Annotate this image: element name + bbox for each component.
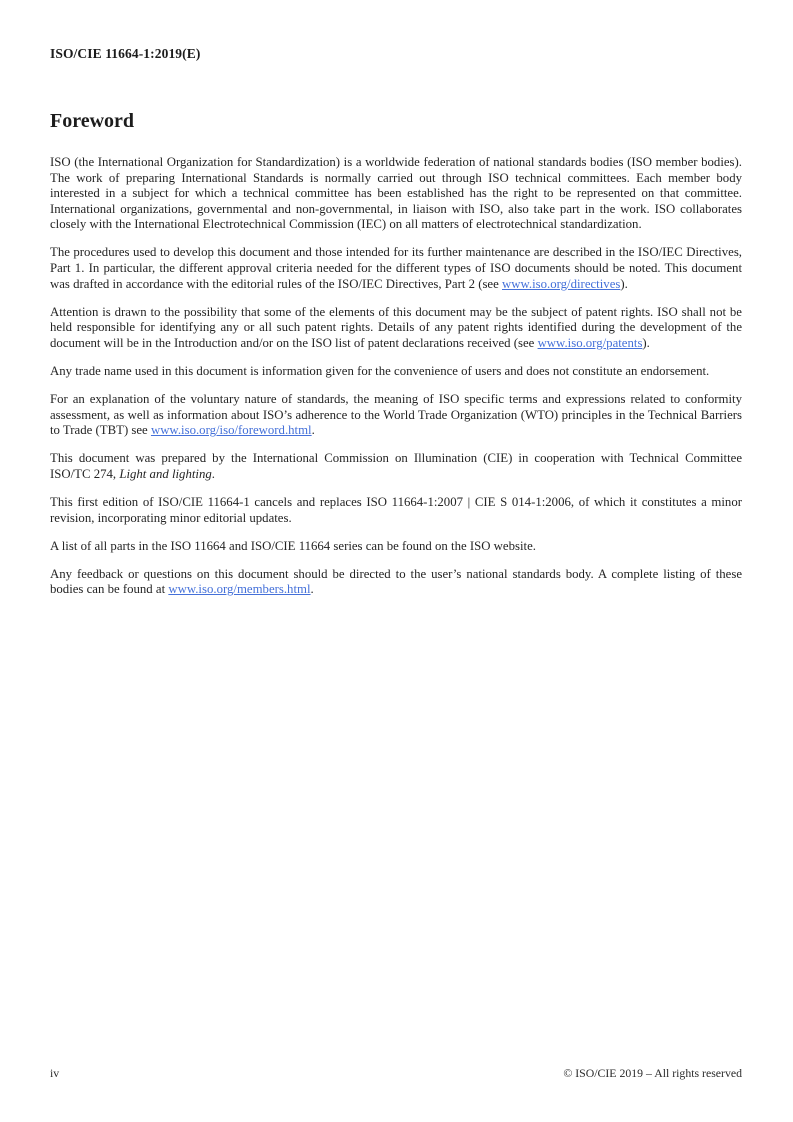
copyright-notice: © ISO/CIE 2019 – All rights reserved [563, 1066, 742, 1080]
paragraph-wto-tbt [50, 392, 742, 439]
paragraph-text: Any trade name used in this document is information given for the convenience of users and does not constitute an endorsement. [50, 364, 710, 379]
page-title: Foreword [50, 110, 135, 132]
paragraph-text: For an explanation of the voluntary nature of standards, the meaning of ISO specific terms and expressions related to conformity assessment, as well as information about ISO’s adherence to the World Trade Organization (WTO) principles in the Technical Barriers to Trade (TBT) see [50, 392, 742, 438]
paragraph-prepared-by [50, 451, 742, 482]
paragraph-text: ISO (the International Organization for Standardization) is a worldwide federation of national standards bodies (ISO member bodies). The work of preparing International Standards is normally carried out through ISO technical committees. Each member body interested in a subject for which a technical committee has been established has the right to be represented on that committee. International organizations, governmental and non-governmental, in liaison with ISO, also take part in the work. ISO collaborates closely with the International Electrotechnical Commission (IEC) on all matters of electrotechnical standardization. [50, 155, 742, 232]
paragraph-text: The procedures used to develop this document and those intended for its further maintenance are described in the ISO/IEC Directives, Part 1. In particular, the different approval criteria needed for the different types of ISO documents should be noted. This document was drafted in accordance with the editorial rules of the ISO/IEC Directives, Part 2 (see [50, 245, 742, 291]
paragraph-text: ). [642, 335, 650, 350]
paragraph-series-list [50, 539, 742, 555]
link-iso-foreword[interactable]: www.iso.org/iso/foreword.html [150, 423, 312, 438]
paragraph-feedback [50, 567, 742, 598]
link-iso-members[interactable]: www.iso.org/members.html [168, 582, 311, 597]
page-footer [50, 1066, 742, 1081]
paragraph-first-edition [50, 495, 742, 526]
paragraph-iso-federation [50, 155, 742, 233]
link-iso-directives[interactable]: www.iso.org/directives [502, 276, 621, 291]
paragraph-patent-rights [50, 305, 742, 352]
paragraph-text: This first edition of ISO/CIE 11664-1 cancels and replaces ISO 11664-1:2007 | CIE S 014-1:2006, of which it constitutes a minor revision, incorporating minor editorial updates. [50, 495, 742, 525]
committee-title-italic: Light and lighting [119, 467, 212, 481]
page-number: iv [50, 1066, 60, 1080]
paragraph-text: . [311, 423, 315, 438]
link-iso-patents[interactable]: www.iso.org/patents [537, 335, 643, 350]
paragraph-text: Any feedback or questions on this document should be directed to the user’s national standards body. A complete listing of these bodies can be found at [50, 566, 742, 597]
paragraph-text: Attention is drawn to the possibility that some of the elements of this document may be the subject of patent rights. ISO shall not be held responsible for identifying any or all such patent rights. Details of any patent rights identified during the development of the document will be in the Introduction and/or on the ISO list of patent declarations received (see [50, 304, 742, 350]
paragraph-text: ). [620, 276, 628, 291]
paragraph-text: . [211, 467, 215, 481]
paragraph-text: . [310, 582, 314, 597]
paragraph-text: This document was prepared by the International Commission on Illumination (CIE) in cooperation with Technical Committee ISO/TC 274, [50, 451, 742, 481]
paragraph-text: A list of all parts in the ISO 11664 and ISO/CIE 11664 series can be found on the ISO website. [50, 538, 536, 553]
paragraph-procedures [50, 245, 742, 292]
document-reference-header: ISO/CIE 11664-1:2019(E) [50, 46, 201, 61]
paragraph-trade-name [50, 364, 742, 380]
